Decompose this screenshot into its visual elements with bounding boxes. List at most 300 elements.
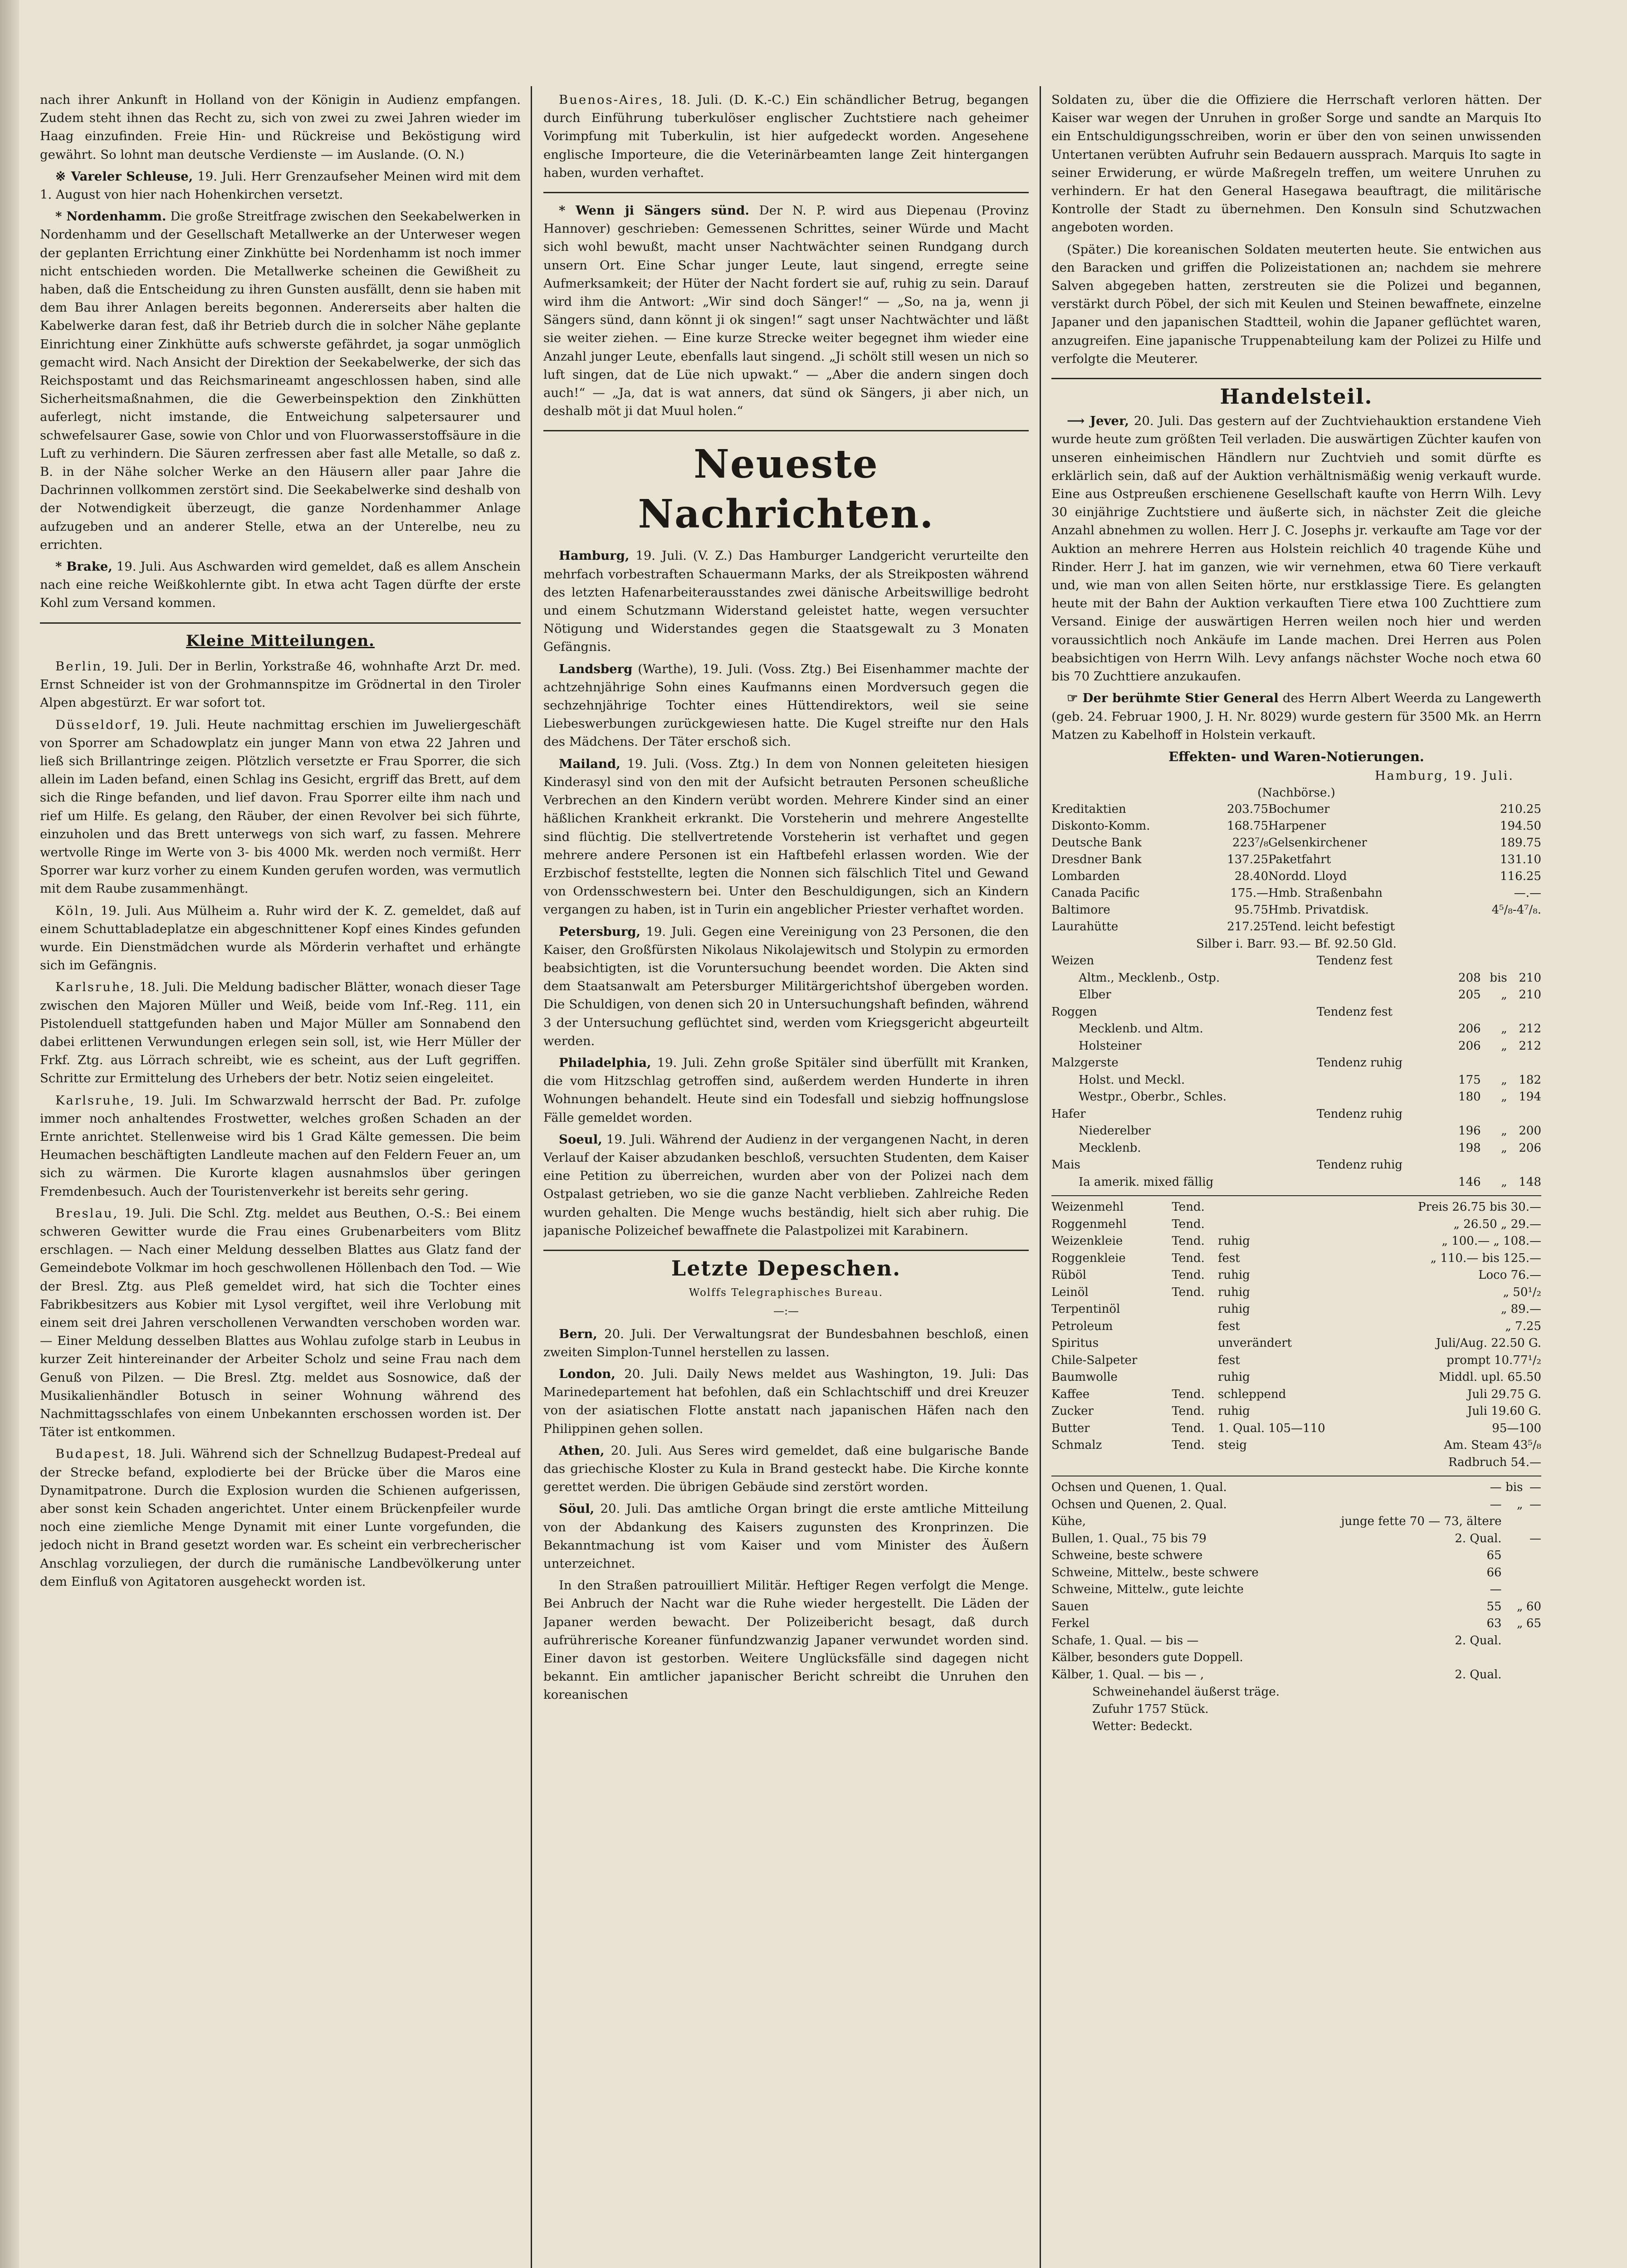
table-cell: —.—: [1514, 886, 1541, 900]
table-row: [1051, 987, 1541, 1004]
table-cell: Terpentinöl: [1051, 1302, 1120, 1316]
table-cell: Ferkel: [1051, 1617, 1090, 1631]
article-text: des Herrn Albert Weerda zu Langewerth (geb. 24. Februar 1900, J. H. Nr. 8029) wurde gestern für 3500 Mk. an Herrn Matzen zu Kabelhoff in Holstein verkauft.: [1051, 691, 1541, 742]
table-cell: Weizenmehl: [1051, 1200, 1124, 1214]
table-cell: Bochumer: [1268, 802, 1330, 816]
dateline: Buenos-Aires,: [559, 93, 664, 107]
section-divider: [40, 622, 521, 624]
article-paragraph: [543, 660, 1029, 751]
table-cell: 212: [1519, 1039, 1541, 1053]
dateline: * Wenn ji Sängers sünd.: [559, 203, 749, 218]
table-cell: Chile-Salpeter: [1051, 1353, 1138, 1367]
table-cell: Elber: [1079, 988, 1111, 1002]
table-cell: ruhig: [1217, 1268, 1250, 1282]
table-row: [1051, 868, 1541, 885]
table-cell: Diskonto-Komm.: [1051, 819, 1150, 833]
table-cell: [1523, 1564, 1541, 1582]
table-cell: Ochsen und Quenen, 2. Qual.: [1051, 1497, 1227, 1511]
table-cell: 146: [1458, 1175, 1481, 1189]
section-divider: [543, 192, 1029, 193]
table-row: [1051, 801, 1541, 818]
article-text: 19. Juli. Aus Mülheim a. Ruhr wird der K. Z. gemeldet, daß auf einem Schuttabladeplatze ein abgeschnittener Kopf eines Kindes gefunden wurde. Ein Dienstmädchen wurde als Mörderin verhaftet und erhängte sich im Gefängnis.: [40, 903, 521, 973]
table-cell: „: [1501, 1141, 1507, 1155]
table-cell: Juli 29.75 G.: [1467, 1387, 1541, 1401]
table-cell: 212: [1519, 1022, 1541, 1036]
article-paragraph: In den Straßen patrouilliert Militär. Heftiger Regen verfolgt die Menge. Bei Anbruch der Nacht war die Ruhe wieder hergestellt. Die Läden der Japaner werden bewacht. Der Polizeibericht besagt, daß durch aufrührerische Koreaner fünfundzwanzig Japaner verwundet worden sind. Einer davon ist gestorben. Weitere Unglücksfälle sind dagegen nicht bekannt. Ein amtlicher japanischer Bericht schreibt die Unruhen den koreanischen: [543, 1578, 1029, 1702]
table-cell: 208: [1458, 971, 1481, 985]
article-text: 19. Juli. Die Schl. Ztg. meldet aus Beuthen, O.-S.: Bei einem schweren Gewitter wurde die Frau eines Grubenarbeiters vom Blitz erschlagen. — Nach einer Meldung desselben Blattes aus Glatz fand der Gemeindebote Volkmar im hoch geschwollenen Höllenbach den Tod. — Wie der Bresl. Ztg. aus Pleß gemeldet wird, hat sich die Tochter eines Fabrikbesitzers aus Kobier mit Lysol vergiftet, weil ihre Verlobung mit einem seit drei Jahren verschollenen Verwandten verschoben worden war. — Einer Meldung desselben Blattes aus Wohlau zufolge starb in Leubus in kurzer Zeit hintereinander der Arbeiter Scholz und seine Frau nach dem Genuß von Pilzen. — Die Bresl. Ztg. meldet aus Sosnowice, daß der Musikalienhändler Botusch in seiner Wohnung während des Nachmittagsschlafes von einem Unbekannten erschossen worden ist. Der Täter ist entkommen.: [40, 1206, 521, 1440]
table-row: [1051, 1233, 1541, 1250]
article-paragraph: [40, 167, 521, 204]
table-cell: 210: [1519, 971, 1541, 985]
table-row: [1051, 1216, 1541, 1233]
table-row: [1051, 1633, 1541, 1650]
table-cell: [1481, 1157, 1507, 1174]
table-cell: Kaffee: [1051, 1387, 1090, 1401]
dateline: Mailand,: [559, 756, 621, 771]
table-cell: [1172, 1318, 1217, 1335]
table-cell: „ 89.—: [1500, 1302, 1541, 1316]
article-paragraph: [40, 657, 521, 712]
table-cell: 65: [1486, 1549, 1502, 1563]
table-cell: [1446, 1004, 1480, 1021]
table-cell: Sauen: [1051, 1599, 1089, 1613]
dateline: ☞ Der berühmte Stier General: [1067, 691, 1279, 706]
article-paragraph: [40, 207, 521, 554]
table-cell: „: [1501, 1039, 1507, 1053]
table-cell: Loco 76.—: [1478, 1268, 1541, 1282]
section-divider: [1051, 378, 1541, 379]
table-row: [1051, 1284, 1541, 1301]
table-cell: Schmalz: [1051, 1438, 1102, 1452]
table-cell: ruhig: [1217, 1302, 1250, 1316]
table-cell: Kälber, besonders gute Doppell.: [1051, 1651, 1243, 1665]
article-paragraph: [40, 978, 521, 1087]
table-cell: [1523, 1547, 1541, 1564]
table-cell: 205: [1458, 988, 1481, 1002]
table-cell: Mecklenb. und Altm.: [1079, 1022, 1203, 1036]
table-cell: [1218, 1454, 1368, 1471]
table-cell: Roggen: [1051, 1005, 1097, 1019]
table-cell: fest: [1217, 1319, 1240, 1333]
table-row: [1051, 1564, 1541, 1582]
table-cell: 95—100: [1492, 1421, 1541, 1435]
column-rule: [1040, 86, 1041, 2268]
table-cell: „ 7.25: [1505, 1319, 1541, 1333]
table-cell: 55: [1486, 1599, 1502, 1613]
table-cell: [1481, 1055, 1507, 1072]
table-cell: Tendenz ruhig: [1316, 1158, 1403, 1172]
table-cell: [1172, 1369, 1217, 1386]
article-paragraph: [40, 716, 521, 898]
table-cell: 28.40: [1234, 870, 1269, 884]
article-paragraph: [1051, 412, 1541, 685]
table-cell: [1218, 1199, 1368, 1216]
table-row: [1051, 885, 1541, 902]
table-cell: [1446, 1157, 1480, 1174]
table-cell: Weizenkleie: [1051, 1234, 1123, 1248]
article-text: (Warthe), 19. Juli. (Voss. Ztg.) Bei Eisenhammer machte der achtzehnjährige Sohn eines Kaufmanns einen Mordversuch gegen die sechzehnjährige Tochter eines Hüttendirektors, weil sie seine Liebeswerbungen zurückgewiesen hatte. Die Kugel streifte nur den Hals des Mädchens. Der Täter erschoß sich.: [543, 661, 1029, 749]
table-cell: 2. Qual.: [1455, 1633, 1502, 1647]
table-cell: [1481, 1106, 1507, 1123]
table-cell: 148: [1519, 1175, 1541, 1189]
table-row: [1051, 1386, 1541, 1403]
table-cell: [1507, 1106, 1541, 1123]
article-paragraph: [40, 1091, 521, 1201]
table-row: [1051, 1021, 1541, 1038]
table-row: [1051, 1437, 1541, 1454]
table-cell: ruhig: [1217, 1370, 1250, 1384]
table-cell: „: [1501, 1090, 1507, 1104]
table-cell: 182: [1519, 1073, 1541, 1087]
dateline: Söul,: [559, 1501, 595, 1516]
table-cell: [1507, 1157, 1541, 1174]
table-cell: [1218, 1216, 1368, 1233]
table-cell: [1523, 1581, 1541, 1598]
table-cell: „ 100.— „ 108.—: [1441, 1234, 1541, 1248]
dateline: Köln,: [55, 903, 95, 918]
table-row: [1051, 1420, 1541, 1437]
table-row: [1051, 1403, 1541, 1420]
table-cell: Kühe,: [1051, 1515, 1086, 1529]
table-cell: [1446, 1055, 1480, 1072]
table-row: [1051, 1089, 1541, 1106]
table-row: [1051, 1174, 1541, 1191]
table-cell: Paketfahrt: [1268, 853, 1331, 867]
table-cell: schleppend: [1217, 1387, 1286, 1401]
article-text: 20. Juli. Der Verwaltungsrat der Bundesbahnen beschloß, einen zweiten Simplon-Tunnel herstellen zu lassen.: [543, 1326, 1029, 1359]
article-text: 19. Juli. Gegen eine Vereinigung von 23 Personen, die den Kaiser, den Großfürsten Nikolaus Nikolajewitsch und Stolypin zu ermorden beabsichtigten, ist die Voruntersuchung beendet worden. Die Akten sind dem Staatsanwalt am Petersburger Militärgerichtshof übergeben worden. Die Schuldigen, von denen sich 20 in Untersuchungshaft befinden, während 3 der Untersuchung geflüchtet sind, werden vom Kriegsgericht abgeurteilt werden.: [543, 924, 1029, 1048]
table-cell: 1. Qual. 105—110: [1217, 1421, 1325, 1435]
table-row: [1051, 1038, 1541, 1055]
dateline: Breslau,: [55, 1206, 119, 1221]
dateline: Philadelphia,: [559, 1055, 651, 1070]
table-cell: 137.25: [1227, 853, 1269, 867]
table-cell: [1481, 1004, 1507, 1021]
article-text: Der N. P. wird aus Diepenau (Provinz Hannover) geschrieben: Gemessenen Schrittes, seiner Würde und Macht sich wohl bewußt, macht unser Nachtwächter seinen Rundgang durch unsern Ort. Eine Schar junger Leute, laut singend, erregte seine Aufmerksamkeit; der Hüter der Nacht fordert sie auf, ruhig zu sein. Darauf wird ihm die Antwort: „Wir sind doch Sänger!“ — „So, na ja, wenn ji Sängers sünd, dann könnt ji ok singen!“ sagt unser Nachtwächter und läßt sie weiter ziehen. — Eine kurze Strecke weiter begegnet ihm wieder eine Anzahl junger Leute, ebenfalls laut singend. „Ji schölt still wesen un nich so luft singen, dat de Lüe nich upwakt.“ — „Aber die andern singen doch auch!“ — „Ja, dat is wat anners, dat sünd ok Sängers, ji aber nich, un deshalb möt ji dat Muul holen.“: [543, 203, 1029, 419]
table-cell: fest: [1217, 1353, 1240, 1367]
article-paragraph: [40, 1445, 521, 1591]
table-cell: 210: [1519, 988, 1541, 1002]
table-cell: [1481, 953, 1507, 970]
table-cell: Roggenmehl: [1051, 1217, 1127, 1231]
table-cell: Mais: [1051, 1158, 1080, 1172]
article-text: 19. Juli. Heute nachmittag erschien im Juweliergeschäft von Sporrer am Schadowplatz ein junger Mann von etwa 22 Jahren und ließ sich Brillantringe zeigen. Plötzlich versetzte er Frau Sporrer, die sich allein im Laden befand, einen Schlag ins Gesicht, ergriff das Brett, auf dem sich die Ringe befanden, und lief davon. Frau Sporrer eilte ihm nach und rief um Hilfe. Es gelang, den Räuber, der einen Revolver bei sich führte, einzuholen und das Brett unterwegs von sich warf, zu fassen. Mehrere wertvolle Ringe im Werte von 3- bis 4000 Mk. werden noch vermißt. Herr Sporrer war kurz vorher zu einem Kunden gerufen worden, was vermutlich mit dem Raube zusammenhängt.: [40, 717, 521, 896]
article-text: 20. Juli. Das gestern auf der Zuchtviehauktion erstandene Vieh wurde heute zum größten Teil verladen. Die auswärtigen Züchter kaufen von unseren einheimischen Händlern nur Zuchtvieh und somit dürfte es erklärlich sein, daß auf der Auktion verhältnismäßig wenig verkauft wurde. Eine aus Ostpreußen erschienene Gesellschaft kaufte von Herrn Wilh. Levy 30 einjährige Zuchtstiere und äußerte sich, in nächster Zeit die gleiche Anzahl abnehmen zu wollen. Herr J. C. Josephs jr. verkaufte am Tage vor der Auktion an mehrere Herren aus Holstein reichlich 40 tragende Kühe und Rinder. Herr J. hat im ganzen, wie wir vernehmen, etwa 60 Tiere verkauft und, wie man von allen Seiten hörte, nur erstklassige Tiere. Es gelangten heute mit der Bahn der Auktion verkauften Tiere etwa 100 Zuchttiere zum Versand. Einige der auswärtigen Herren weilen noch hier und werden voraussichtlich noch Ankäufe im Lande machen. Drei Herren aus Polen beabsichtigen von Herrn Wilh. Levy anfangs nächster Woche noch etwa 60 bis 70 Zuchttiere anzukaufen.: [1051, 414, 1541, 684]
table-cell: [1502, 1564, 1523, 1582]
table-cell: Tendenz fest: [1316, 954, 1392, 968]
table-row: [1051, 1123, 1541, 1140]
table-cell: [1523, 1667, 1541, 1684]
table-cell: 168.75: [1227, 819, 1269, 833]
table-cell: 2. Qual.: [1455, 1531, 1502, 1545]
section-title: Kleine Mitteilungen.: [186, 631, 375, 650]
table-cell: „: [1501, 1073, 1507, 1087]
article-text: 19. Juli. Der in Berlin, Yorkstraße 46, wohnhafte Arzt Dr. med. Ernst Schneider ist von der Grohmannspitze im Grödnertal in den Tiroler Alpen abgestürzt. Er war sofort tot.: [40, 659, 521, 710]
table-row: [1051, 1199, 1541, 1216]
table-cell: —: [1490, 1583, 1502, 1597]
table-cell: Tendenz ruhig: [1316, 1056, 1403, 1070]
table-cell: 223⁷/₈: [1232, 836, 1269, 850]
table-cell: 194.50: [1500, 819, 1541, 833]
market-note: Zufuhr 1757 Stück.: [1092, 1702, 1209, 1716]
table-cell: Gelsenkirchener: [1268, 836, 1367, 850]
article-paragraph: [40, 557, 521, 612]
table-cell: Juli 19.60 G.: [1467, 1404, 1541, 1418]
table-cell: 206: [1458, 1022, 1481, 1036]
table-cell: Niederelber: [1079, 1124, 1151, 1138]
table-row: [1051, 1318, 1541, 1335]
article-paragraph: [543, 1500, 1029, 1573]
table-cell: „ 50¹/₂: [1503, 1285, 1541, 1299]
table-cell: Tend.: [1172, 1438, 1205, 1452]
table-cell: Schweine, beste schwere: [1051, 1549, 1203, 1563]
dateline: Düsseldorf,: [55, 717, 142, 732]
table-cell: „: [1516, 1599, 1523, 1613]
table-cell: Am. Steam 43⁵/₈: [1444, 1438, 1541, 1452]
dateline: London,: [559, 1366, 616, 1381]
table-cell: Malzgerste: [1051, 1056, 1119, 1070]
article-text: 20. Juli. Daily News meldet aus Washington, 19. Juli: Das Marinedepartement hat befohlen, daß ein Schlachtschiff und drei Kreuzer von der asiatischen Flotte anstatt nach japanischen Häfen nach den Philippinen gehen sollen.: [543, 1366, 1029, 1436]
table-cell: „: [1501, 1175, 1507, 1189]
table-cell: 2. Qual.: [1455, 1667, 1502, 1681]
table-cell: Baumwolle: [1051, 1370, 1118, 1384]
table-cell: Kälber, 1. Qual. — bis — ,: [1051, 1667, 1204, 1681]
table-cell: Tend.: [1172, 1200, 1205, 1214]
table-row: [1051, 1267, 1541, 1284]
table-cell: Weizen: [1051, 954, 1094, 968]
table-cell: [1172, 1301, 1217, 1318]
table-cell: Roggenkleie: [1051, 1251, 1126, 1265]
table-row: [1051, 902, 1541, 919]
table-row: [1051, 1547, 1541, 1564]
article-paragraph: [1051, 689, 1541, 744]
silver-quote: Silber i. Barr. 93.— Bf. 92.50 Gld.: [1196, 937, 1397, 951]
table-cell: „: [1516, 1497, 1523, 1511]
article-paragraph: [543, 1054, 1029, 1127]
table-row: [1051, 1157, 1541, 1174]
column-middle: [543, 91, 1029, 2268]
table-cell: 116.25: [1500, 870, 1541, 884]
table-row: [1051, 1513, 1541, 1530]
table-cell: Tend.: [1172, 1404, 1205, 1418]
article-paragraph: [543, 201, 1029, 420]
table-cell: Tendenz ruhig: [1316, 1107, 1403, 1121]
table-cell: bis: [1505, 1481, 1523, 1495]
table-row: [1051, 851, 1541, 868]
table-cell: [1464, 919, 1541, 935]
table-cell: 198: [1458, 1141, 1481, 1155]
binding-gutter: [0, 0, 19, 2268]
table-cell: Tend.: [1172, 1217, 1205, 1231]
stock-quotes-table: [1051, 801, 1541, 935]
table-cell: junge fette 70 — 73, ältere: [1341, 1515, 1502, 1529]
table-row: [1051, 1530, 1541, 1548]
quotes-title: Effekten- und Waren-Notierungen.: [1168, 748, 1424, 764]
table-cell: „: [1501, 988, 1507, 1002]
column-right: [1051, 91, 1541, 2268]
table-cell: [1317, 1021, 1447, 1038]
table-row: [1051, 1369, 1541, 1386]
table-row: [1051, 1301, 1541, 1318]
table-cell: [1317, 987, 1447, 1004]
table-cell: Tend.: [1172, 1268, 1205, 1282]
article-text: Die große Streitfrage zwischen den Seekabelwerken in Nordenhamm und der Gesellschaft Metallwerke an der Unterweser wegen der geplanten Errichtung einer Zinkhütte bei Nordenhamm ist noch immer nicht entschieden worden. Die Metallwerke scheinen die Gewißheit zu haben, daß die Entscheidung zu ihren Gunsten ausfällt, denn sie haben mit dem Bau ihrer Anlagen bereits begonnen. Andererseits aber halten die Kabelwerke daran fest, daß ihr Betrieb durch die in solcher Nähe geplante Einrichtung einer Zinkhütte aufs schwerste gefährdet, ja sogar unmöglich gemacht wird. Nach Ansicht der Direktion der Seekabelwerke, der sich das Reichspostamt und das Reichsmarineamt angeschlossen haben, sind alle Sicherheitsmaßnahmen, die die Gewerbeinspektion den Zinkhütten auferlegt, nicht imstande, die Entweichung salpetersaurer und schwefelsaurer Gase, sowie von Chlor und von Fluorwasserstoffsäure in die Luft zu verhindern. Die Säuren zerfressen aber fast alle Metalle, so daß z. B. in der Nähe solcher Werke an den Häusern aller paar Jahre die Dachrinnen vollkommen zerstört sind. Die Seekabelwerke sind deshalb von der Notwendigkeit überzeugt, die ganze Nordenhammer Anlage aufzugeben und an anderer Stelle, etwa an der Unterelbe, neu zu errichten.: [40, 209, 521, 552]
table-cell: [1446, 1106, 1480, 1123]
ornament-separator: —:—: [773, 1305, 799, 1318]
table-cell: 206: [1458, 1039, 1481, 1053]
table-cell: ruhig: [1217, 1404, 1250, 1418]
dateline: Budapest,: [55, 1447, 131, 1461]
table-cell: ruhig: [1217, 1234, 1250, 1248]
table-row: [1051, 818, 1541, 835]
article-paragraph: [543, 923, 1029, 1050]
table-cell: [1317, 1123, 1447, 1140]
section-title: Letzte Depeschen.: [671, 1256, 901, 1281]
table-cell: Altm., Mecklenb., Ostp.: [1079, 971, 1220, 985]
table-cell: Tend.: [1172, 1251, 1205, 1265]
table-cell: [1172, 1352, 1217, 1369]
table-cell: ruhig: [1217, 1285, 1250, 1299]
article-paragraph: Soldaten zu, über die die Offiziere die Herrschaft verloren hätten. Der Kaiser war wegen der Unruhen in großer Sorge und sandte an Marquis Ito ein Entschuldigungsschreiben, worin er über den von seinen unwissenden Untertanen verübten Aufruhr sein Bedauern aussprach. Marquis Ito sagte in seiner Erwiderung, er würde Maßregeln treffen, um weitere Unruhen zu verhindern. Er hat den General Hasegawa beauftragt, die militärische Kontrolle der Stadt zu übernehmen. Den Konsuln sind Schutzwachen angeboten worden.: [1051, 93, 1541, 235]
table-cell: Holsteiner: [1079, 1039, 1142, 1053]
article-text: 19. Juli. (V. Z.) Das Hamburger Landgericht verurteilte den mehrfach vorbestraften Schauermann Marks, der als Streikposten während des letzten Hafenarbeiterausstandes zwei dänische Arbeitswillige bedroht und einem Schutzmann Widerstand geleistet hatte, wegen versuchter Nötigung und Widerstandes gegen die Staatsgewalt zu 3 Monaten Gefängnis.: [543, 548, 1029, 655]
headline: Neueste Nachrichten.: [638, 441, 934, 538]
article-paragraph: [543, 547, 1029, 656]
table-row: [1051, 835, 1541, 851]
table-cell: 217.25: [1227, 920, 1269, 934]
table-cell: Schweine, Mittelw., gute leichte: [1051, 1583, 1244, 1597]
table-cell: 210.25: [1500, 802, 1541, 816]
article-paragraph: [40, 1204, 521, 1442]
table-cell: Ia amerik. mixed fällig: [1079, 1175, 1214, 1189]
table-cell: [1507, 1055, 1541, 1072]
table-cell: Butter: [1051, 1421, 1090, 1435]
livestock-quotes-table: [1051, 1479, 1541, 1683]
table-cell: Mecklenb.: [1079, 1141, 1141, 1155]
table-row: [1051, 919, 1541, 935]
table-cell: steig: [1217, 1438, 1247, 1452]
article-paragraph: [543, 755, 1029, 919]
table-row: [1051, 1496, 1541, 1514]
table-cell: —: [1529, 1497, 1541, 1511]
dateline: Karlsruhe,: [55, 980, 136, 995]
article-text: 19. Juli. Aus Aschwarden wird gemeldet, daß es allem Anschein nach eine reiche Weißkohlernte gibt. In etwa acht Tagen dürfte der erste Kohl zum Versand kommen.: [40, 559, 521, 611]
table-cell: 206: [1519, 1141, 1541, 1155]
table-cell: [1523, 1633, 1541, 1650]
table-cell: Petroleum: [1051, 1319, 1113, 1333]
article-text: 19. Juli. Im Schwarzwald herrscht der Bad. Pr. zufolge immer noch anhaltendes Frostwetter, welches großen Schaden an der Ernte anrichtet. Stellenweise wird bis 1 Grad Kälte gemessen. Die beim Heumachen beschäftigten Landleute machen auf den Feldern Feuer an, um sich zu wärmen. Die Kurorte klagen ausnahmslos über geringen Fremdenbesuch. Auch der Touristenverkehr ist bereits sehr gering.: [40, 1093, 521, 1199]
dateline: ⟶ Jever,: [1067, 414, 1129, 429]
table-cell: [1317, 970, 1447, 987]
table-cell: bis: [1490, 971, 1507, 985]
table-cell: [1502, 1649, 1523, 1667]
section-subtitle: Wolffs Telegraphisches Bureau.: [689, 1287, 884, 1299]
table-cell: Westpr., Oberbr., Schles.: [1079, 1090, 1227, 1104]
table-cell: [1507, 953, 1541, 970]
commodity-quotes-table: [1051, 1199, 1541, 1471]
section-divider: [543, 1250, 1029, 1251]
table-row: [1051, 1598, 1541, 1616]
table-cell: [1502, 1547, 1523, 1564]
table-cell: Hmb. Privatdisk.: [1268, 903, 1369, 917]
table-row: [1051, 1479, 1541, 1496]
table-cell: [1317, 1072, 1447, 1089]
table-cell: Tend.: [1172, 1387, 1205, 1401]
table-cell: 203.75: [1227, 802, 1269, 816]
table-row: [1051, 1581, 1541, 1598]
table-cell: [1317, 1038, 1447, 1055]
column-rule: [531, 86, 532, 2268]
table-row: [1051, 1649, 1541, 1667]
table-row: [1051, 1335, 1541, 1352]
table-cell: 175.—: [1230, 886, 1269, 900]
table-cell: „: [1516, 1617, 1523, 1631]
table-row: [1051, 1352, 1541, 1369]
table-cell: Zucker: [1051, 1404, 1094, 1418]
table-cell: Juli/Aug. 22.50 G.: [1436, 1336, 1541, 1350]
table-cell: unverändert: [1217, 1336, 1292, 1350]
table-cell: [1051, 1454, 1172, 1471]
table-cell: Tend.: [1172, 1421, 1205, 1435]
table-row: [1051, 1140, 1541, 1157]
article-text: 18. Juli. Die Meldung badischer Blätter, wonach dieser Tage zwischen den Majoren Müller und Weiß, beide vom Inf.-Reg. 111, ein Pistolenduell stattgefunden haben und Major Müller am Sonnabend den dabei erlittenen Verwundungen erlegen sein soll, ist, wie Herr Müller der Frkf. Ztg. aus Lörrach schreibt, wie es scheint, aus der Luft gegriffen. Schritte zur Ermittelung des Urhebers der betr. Notiz seien eingeleitet.: [40, 980, 521, 1086]
dateline: Bern,: [559, 1326, 597, 1341]
grain-quotes-table: [1051, 953, 1541, 1191]
table-cell: Harpener: [1268, 819, 1326, 833]
article-text: 19. Juli. Herr Grenzaufseher Meinen wird mit dem 1. August von hier nach Hohenkirchen versetzt.: [40, 169, 521, 202]
table-row: [1051, 1250, 1541, 1267]
table-cell: —: [1490, 1497, 1502, 1511]
table-cell: Bullen, 1. Qual., 75 bis 79: [1051, 1531, 1207, 1545]
quotes-dateline: Hamburg, 19. Juli.: [1375, 769, 1514, 783]
dateline: Landsberg: [559, 661, 633, 676]
article-text: 18. Juli. Während sich der Schnellzug Budapest-Predeal auf der Strecke befand, explodierte bei der Brücke über die Maros eine Dynamitpatrone. Durch die Explosion wurden die Schienen aufgerissen, aber sonst kein Schaden angerichtet. Unter einem Brückenpfeiler wurde noch eine ziemliche Menge Dynamit mit einer Lunte vorgefunden, die jedoch nicht in Brand gesetzt worden war. Es scheint ein verbrecherischer Anschlag vorzuliegen, der durch die rumänische Landbevölkerung unter dem Einfluß von Agitatoren ausgeheckt worden ist.: [40, 1447, 521, 1589]
article-paragraph: [543, 1130, 1029, 1240]
table-row: [1051, 1667, 1541, 1684]
article-paragraph: [543, 1325, 1029, 1361]
table-row: [1051, 1106, 1541, 1123]
column-left: [40, 91, 521, 2268]
table-cell: —: [1529, 1531, 1541, 1545]
table-cell: Tendenz fest: [1316, 1005, 1392, 1019]
article-text: 19. Juli. (Voss. Ztg.) In dem von Nonnen geleiteten hiesigen Kinderasyl sind von den mit der Aufsicht betrauten Personen scheußliche Verbrechen an den Kindern verübt worden. Mehrere Kinder sind an einer häßlichen Krankheit erkrankt. Die Vorsteherin und mehrere Angestellte sind flüchtig. Die stellvertretende Vorsteherin ist verhaftet und gegen mehrere andere Personen ist ein Haftbefehl erlassen worden. Wie der Erzbischof feststellte, legten die Nonnen sich fälschlich Titel und Gewand von Ordensschwestern bei. Unter den Beschuldigungen, sich an Kindern vergangen zu haben, ist in Turin ein angeblicher Priester verhaftet worden.: [543, 756, 1029, 917]
table-cell: Deutsche Bank: [1051, 836, 1142, 850]
article-paragraph: [40, 902, 521, 975]
table-cell: Rüböl: [1051, 1268, 1086, 1282]
market-note: Schweinehandel äußerst träge.: [1092, 1685, 1280, 1699]
table-cell: 95.75: [1234, 903, 1269, 917]
table-row: [1051, 1055, 1541, 1072]
table-cell: Tend. leicht befestigt: [1268, 920, 1395, 934]
dateline: ※ Vareler Schleuse,: [55, 169, 193, 184]
table-row: [1051, 953, 1541, 970]
table-cell: 4⁵/₈-4⁷/₈.: [1491, 903, 1541, 917]
table-cell: Schweine, Mittelw., beste schwere: [1051, 1565, 1259, 1579]
table-cell: 189.75: [1500, 836, 1541, 850]
article-text: 20. Juli. Das amtliche Organ bringt die erste amtliche Mitteilung von der Abdankung des Kaisers zugunsten des Kronprinzen. Die Bekanntmachung ist vom Kaiser und vom Minister des Äußern unterzeichnet.: [543, 1501, 1029, 1571]
dateline: Berlin,: [55, 659, 107, 674]
table-cell: [1172, 1335, 1217, 1352]
table-cell: [1523, 1649, 1541, 1667]
table-cell: „: [1501, 1124, 1507, 1138]
table-cell: [1502, 1667, 1523, 1684]
dateline: * Nordenhamm.: [55, 209, 166, 224]
table-cell: fest: [1217, 1251, 1240, 1265]
table-cell: [1502, 1633, 1523, 1650]
table-cell: Tend.: [1172, 1285, 1205, 1299]
article-text: 18. Juli. (D. K.-C.) Ein schändlicher Betrug, begangen durch Einführung tuberkulöser englischer Zuchtstiere nach geheimer Vorimpfung mit Tuberkulin, ist hier aufgedeckt worden. Angesehene englische Importeure, die die Veterinärbeamten lange Zeit hintergangen haben, wurden verhaftet.: [543, 93, 1029, 180]
